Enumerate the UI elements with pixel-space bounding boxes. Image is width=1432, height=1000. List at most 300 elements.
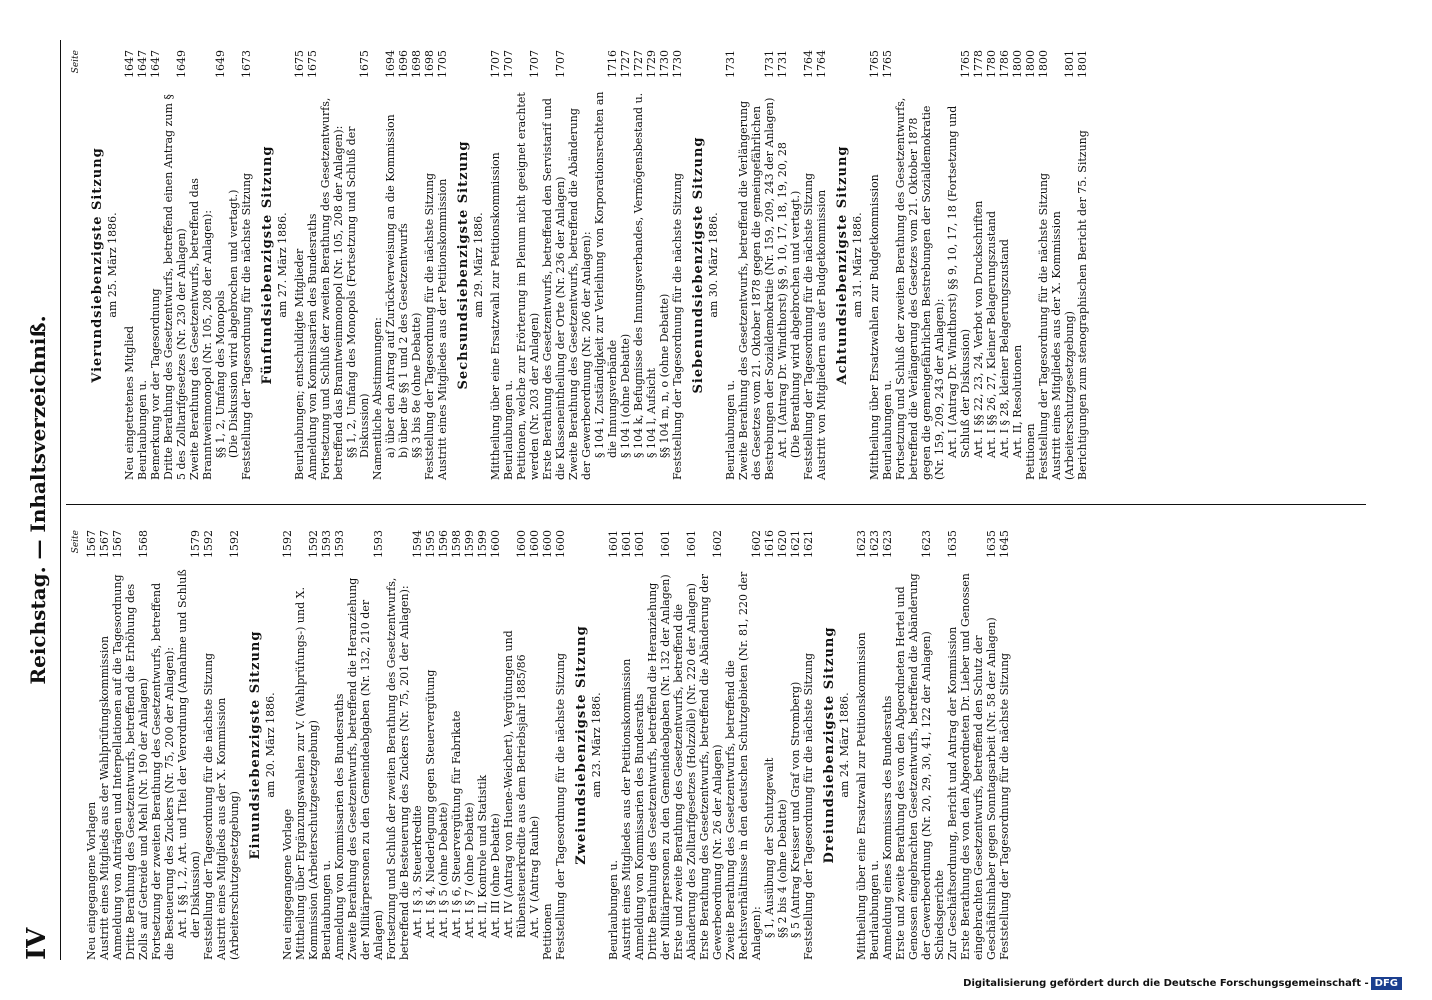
entry-title: Art. I § 28, kleiner Belagerungszustand [998,239,1011,458]
entry-page: 1647 [123,50,136,78]
session-title: Siebenundsiebenzigste Sitzung [691,136,706,394]
entry-title: Art. I (Antrag Dr. Windthorst) §§ 9, 10, 17, 18, 19, 20, 28 [776,142,789,458]
toc-entry [672,530,698,960]
running-title: Reichstag. — Inhaltsverzeichniß. [26,315,50,685]
toc-entry [176,530,202,960]
entry-title: Art. III (ohne Debatte) [489,813,502,938]
toc-entry [620,530,633,960]
entry-title: (Die Berathung wird abgebrochen und vertagt.) [789,190,802,458]
entry-title: Beurlaubungen u. [320,859,333,960]
toc-entry [985,50,998,480]
toc-entry [294,530,320,960]
entry-title: Mittheilung über eine Ersatzwahl zur Petitionskommission [489,152,502,480]
entry-title: § 1, Ausübung der Schutzgewalt [763,757,776,938]
toc-entry [881,50,894,480]
entry-page: 1780 [985,50,998,78]
toc-entry [85,530,98,960]
toc-entry [346,530,385,960]
entry-title: Neu eingegangene Vorlage [281,808,294,960]
entry-title: Feststellung der Tagesordnung für die nächste Sitzung [1037,172,1050,480]
toc-entry [281,530,294,960]
entry-title: Anmeldung eines Kommissars des Bundesraths [881,695,894,960]
toc-entry [737,50,776,480]
entry-page: 1675 [293,50,306,78]
toc-entry [894,530,933,960]
entry-title: Feststellung der Tagesordnung für die nächste Sitzung [202,652,215,960]
session-date: am 23. März 1886. [590,692,603,798]
entry-page: 1592 [202,530,215,558]
entry-page: 1601 [659,530,672,558]
entry-page: 1596 [437,530,450,558]
footer [30,977,1402,990]
entry-title: b) über die §§ 1 und 2 des Gesetzentwurfs [397,223,410,458]
toc-entry [776,50,789,480]
entry-title: Art. I § 7 (ohne Debatte) [463,802,476,938]
toc-entry [98,530,111,960]
entry-page: 1621 [802,530,815,558]
entry-page: 1731 [776,50,789,78]
session-heading [823,530,851,960]
toc-entry [646,530,672,960]
toc-entry [227,50,240,480]
entry-page: 1599 [463,530,476,558]
toc-entry [515,50,541,480]
entry-title: §§ 1, 2, Umfang des Monopols (Fortsetzung und Schluß der Diskussion) [345,126,371,458]
toc-entry [423,50,436,480]
toc-entry [385,530,411,960]
toc-entry [123,50,136,480]
entry-page: 1765 [881,50,894,78]
session-heading [457,50,485,480]
right-column [70,50,1089,480]
toc-entry [998,530,1011,960]
session-title: Sechsundsiebenzigste Sitzung [456,140,471,390]
entry-page: 1593 [372,530,385,558]
toc-entry [411,530,424,960]
entry-page: 1727 [632,50,645,78]
entry-title: Art. I §§ 26, 27, Kleiner Belagerungszustand [985,210,998,458]
entry-title: Dritte Berathung des Gesetzentwurfs, betreffend die Heranziehung der Militärpersonen zu den Gemeindeabgaben (Nr. 132 der Anlagen) [646,574,672,960]
entry-title: (Die Diskussion wird abgebrochen und vertagt.) [227,189,240,458]
entry-page: 1675 [306,50,319,78]
entry-page: 1645 [998,530,1011,558]
entry-page: 1730 [671,50,684,78]
entry-title: Beurlaubungen; entschuldigte Mitglieder [293,248,306,480]
toc-entry [763,530,776,960]
entry-title: Mittheilung über Ersatzwahlen zur Budgetkommission [868,174,881,480]
entry-title: Art. II, Resolutionen [1011,344,1024,458]
session-title: Dreiundsiebenzigste Sitzung [822,626,837,864]
entry-page: 1707 [528,50,541,78]
session-title: Fünfundsiebenzigste Sitzung [260,145,275,385]
entry-title: Austritt eines Mitgliedes aus der X. Kommission (Arbeiterschutzgesetzgebung) [1050,211,1076,480]
toc-entry [215,530,241,960]
entry-page: 1601 [633,530,646,558]
entry-page: 1647 [149,50,162,78]
toc-entry [202,530,215,960]
toc-entry [959,530,998,960]
entry-title: Fortsetzung und Schluß der zweiten Berathung des Gesetzentwurfs, betreffend die Besteuerung des Zuckers (Nr. 75, 201 der Anlagen): [385,577,411,960]
entry-page: 1727 [619,50,632,78]
column-divider [66,504,1366,505]
entry-title: Zweite Berathung des Gesetzentwurfs, betreffend die Heranziehung der Militärpersonen zu den Gemeindeabgaben (Nr. 132, 210 der Anlagen) [346,577,385,960]
toc-entry [541,530,554,960]
session-date: am 29. März 1886. [472,212,485,318]
entry-page: 1707 [502,50,515,78]
entry-title: Fortsetzung und Schluß der zweiten Berathung des Gesetzentwurfs, betreffend die Verlängerung des Gesetzes vom 21. Oktober 1878 gegen die gemeingefährlichen Bestrebungen der Sozialdemokratie (Nr. 159, 209, 243 der Anlagen): [894,97,946,480]
session-title: Einundsiebenzigste Sitzung [248,630,263,860]
entry-title: Art. I §§ 22, 23, 24, Verbot von Druckschriften [972,200,985,458]
entry-title: Art. IV (Antrag von Huene-Weichert), Vergütungen und Rübensteuerkredite aus dem Betriebsjahr 1885/86 [502,630,528,938]
entry-title: § 104 l, Aufsicht [645,368,658,458]
entry-page: 1731 [763,50,776,78]
entry-title: Neu eingegangene Vorlagen [85,801,98,960]
entry-title: §§ 2 bis 4 (ohne Debatte) [776,799,789,938]
entry-page: 1698 [410,50,423,78]
entry-title: Anmeldung von Anträgen und Interpellationen auf die Tagesordnung [111,574,124,960]
entry-page: 1649 [214,50,227,78]
entry-page: 1647 [136,50,149,78]
toc-entry [658,50,671,480]
left-column [70,530,1011,960]
entry-page: 1800 [1011,50,1024,78]
toc-entry [671,50,684,480]
entry-page: 1673 [240,50,253,78]
toc-entry [371,50,384,480]
entry-title: § 5 (Antrag Kreisser und Graf von Stromberg) [789,681,802,938]
entry-title: Beurlaubungen u. [502,379,515,480]
toc-entry [397,50,410,480]
session-date: am 27. März 1886. [276,212,289,318]
toc-entry [240,50,253,480]
toc-entry [815,50,828,480]
entry-page: 1601 [620,530,633,558]
entry-title: Petitionen [1024,423,1037,480]
entry-title: Erste und zweite Berathung des Gesetzentwurfs, betreffend die Abänderung des Zolltarifgesetzes (Holzzölle) (Nr. 220 der Anlagen) [672,583,698,960]
entry-title: Bemerkung vor der Tagesordnung [149,288,162,480]
entry-title: Erste Berathung des von den Abgeordneten Dr. Lieber und Genossen eingebrachten Gesetzentwurfs, betreffend den Schutz der Geschäftsinhaber gegen Sonntagsarbeit (Nr. 58 der Anlagen) [959,573,998,960]
toc-entry [410,50,423,480]
entry-page: 1600 [489,530,502,558]
toc-entry [436,50,449,480]
entry-title: Feststellung der Tagesordnung für die nächste Sitzung [802,172,815,480]
entry-page: 1707 [554,50,567,78]
toc-entry [502,530,528,960]
toc-entry [567,50,593,480]
session-date: am 25. März 1886. [106,212,119,318]
toc-entry [1037,50,1050,480]
toc-entry [345,50,371,480]
entry-page: 1567 [85,530,98,558]
entry-page: 1716 [606,50,619,78]
session-heading [261,50,289,480]
toc-entry [998,50,1011,480]
seite-label: Seite [71,530,81,554]
entry-page: 1696 [397,50,410,78]
entry-page: 1598 [450,530,463,558]
entry-page: 1801 [1076,50,1089,78]
entry-title: Zweite Berathung des Gesetzentwurfs, betreffend die Verlängerung des Gesetzes vom 21. Oktober 1878 gegen die gemeingefährlichen Bestrebungen der Sozialdemokratie (Nr. 159, 209, 243 der Anlagen) [737,97,776,480]
seite-label: Seite [71,50,81,74]
toc-entry [619,50,632,480]
entry-page: 1567 [111,530,124,558]
entry-title: Dritte Berathung des Gesetzentwurfs, betreffend einen Antrag zum § 5 des Zolltarifgesetzes (Nr. 230 der Anlagen) [162,94,188,480]
toc-entry [645,50,658,480]
entry-title: Berichtigungen zum stenographischen Bericht der 75. Sitzung [1076,130,1089,480]
toc-entry [149,50,162,480]
entry-page: 1731 [724,50,737,78]
entry-title: Anmeldung von Kommissarien des Bundesraths [306,213,319,480]
entry-page: 1675 [358,50,371,78]
page-header [22,40,62,960]
entry-page: 1594 [411,530,424,558]
entry-title: Art. II, Kontrole und Statistik [476,774,489,938]
entry-title: Art. I § 3, Steuerkredite [411,805,424,938]
entry-page: 1579 [189,530,202,558]
entry-title: Zweite Berathung des Gesetzentwurfs, betreffend die Abänderung der Gewerbeordnung (Nr. 206 der Anlagen): [567,108,593,480]
toc-entry [868,530,881,960]
toc-entry [724,50,737,480]
entry-page: 1600 [554,530,567,558]
entry-page: 1800 [1037,50,1050,78]
toc-entry [802,530,815,960]
entry-title: Austritt eines Mitgliedes aus der Petitionskommission [436,178,449,480]
entry-page: 1800 [1024,50,1037,78]
entry-page: 1765 [868,50,881,78]
entry-title: a) über den Antrag auf Zurückverweisung an die Kommission [384,114,397,458]
entry-page: 1601 [685,530,698,558]
entry-title: Anmeldung von Kommissarien des Bundesraths [333,693,346,960]
entry-page: 1592 [307,530,320,558]
entry-title: Art. I §§ 1, 2, Art. und Titel der Verordnung (Annahme und Schluß der Diskussion) [176,569,202,938]
toc-entry [124,530,150,960]
toc-entry [607,530,620,960]
session-heading [692,50,720,480]
right-sections [91,50,1089,480]
session-title: Achtundsiebenzigste Sitzung [835,145,850,385]
toc-entry [724,530,763,960]
toc-entry [789,530,802,960]
toc-entry [320,530,333,960]
session-heading [575,530,603,960]
toc-entry [1011,50,1024,480]
entry-title: § 104 i (ohne Debatte) [619,333,632,458]
entry-title: Beurlaubungen u. [881,379,894,480]
toc-entry [463,530,476,960]
entry-title: Dritte Berathung des Gesetzentwurfs, betreffend die Erhöhung des Zolls auf Getreide und Mehl (Nr. 190 der Anlagen) [124,583,150,960]
page-number: IV [22,927,52,960]
entry-title: Beurlaubungen u. [868,859,881,960]
dfg-logo: DFG [1371,977,1402,990]
entry-title: Art. V (Antrag Rauhe) [528,815,541,938]
entry-page: 1623 [868,530,881,558]
toc-entry [489,50,502,480]
entry-page: 1786 [998,50,1011,78]
entry-title: Art. I § 4, Niederlegung gegen Steuervergütung [424,669,437,938]
toc-entry [633,530,646,960]
entry-title: Feststellung der Tagesordnung für die nächste Sitzung [998,652,1011,960]
entry-title: Neu eingetretenes Mitglied [123,325,136,480]
entry-title: §§ 3 bis 8e (ohne Debatte) [410,312,423,458]
entry-page: 1595 [424,530,437,558]
entry-page: 1623 [920,530,933,558]
session-date: am 24. März 1886. [838,692,851,798]
toc-entry [1050,50,1076,480]
entry-title: Petitionen [541,903,554,960]
entry-title: §§ 1, 2, Umfang des Monopols [214,290,227,458]
entry-page: 1623 [881,530,894,558]
entry-page: 1567 [98,530,111,558]
session-title: Vierundsiebenzigste Sitzung [90,147,105,383]
entry-page: 1707 [489,50,502,78]
toc-entry [1024,50,1037,480]
header-rule [60,40,61,960]
entry-title: §§ 104 m, n, o (ohne Debatte) [658,293,671,458]
entry-title: Mittheilung über eine Ersatzwahl zur Petitionskommission [855,632,868,960]
entry-page: 1602 [711,530,724,558]
entry-title: Feststellung der Tagesordnung für die nächste Sitzung [802,652,815,960]
entry-page: 1620 [776,530,789,558]
entry-page: 1568 [137,530,150,558]
entry-title: Zweite Berathung des Gesetzentwurfs, betreffend das Branntweinmonopol (Nr. 105, 208 der Anlagen): [188,178,214,480]
entry-title: Fortsetzung der zweiten Berathung des Gesetzentwurfs, betreffend die Besteuerung des Zuckers (Nr. 75, 200 der Anlagen): [150,582,176,960]
entry-title: Feststellung der Tagesordnung für die nächste Sitzung [671,172,684,480]
entry-title: Art. I § 6, Steuervergütung für Fabrikate [450,710,463,938]
toc-entry [424,530,437,960]
entry-title: Schiedsgerichte [933,870,946,960]
toc-entry [698,530,724,960]
toc-entry [188,50,214,480]
entry-title: Fortsetzung und Schluß der zweiten Berathung des Gesetzentwurfs, betreffend das Branntweinmonopol (Nr. 105, 208 der Anlagen): [319,97,345,480]
entry-title: Feststellung der Tagesordnung für die nächste Sitzung [423,172,436,480]
entry-page: 1635 [985,530,998,558]
toc-entry [632,50,645,480]
entry-title: Zur Geschäftsordnung, Bericht und Antrag der Kommission [946,626,959,960]
toc-entry [306,50,319,480]
toc-entry [384,50,397,480]
entry-page: 1600 [541,530,554,558]
entry-title: Zweite Berathung des Gesetzentwurfs, betreffend die Rechtsverhältnisse in den deutschen Schutzgebieten (Nr. 81, 220 der Anlagen): [724,571,763,960]
left-sections [249,530,1011,960]
toc-entry [776,530,789,960]
entry-page: 1694 [384,50,397,78]
entry-title: Beurlaubungen u. [724,379,737,480]
entry-page: 1599 [476,530,489,558]
entry-title: Art. I (Antrag Dr. Windthorst) §§ 9, 10, 17, 18 (Fortsetzung und Schluß der Diskussion) [946,105,972,458]
entry-title: Art. I § 5 (ohne Debatte) [437,802,450,938]
toc-entry [593,50,619,480]
toc-entry [802,50,815,480]
toc-entry [946,50,972,480]
entry-title: Beurlaubungen u. [136,379,149,480]
entry-page: 1765 [959,50,972,78]
session-date: am 30. März 1886. [707,212,720,318]
session-heading [91,50,119,480]
entry-page: 1600 [515,530,528,558]
entry-title: Feststellung der Tagesordnung für die nächste Sitzung [554,652,567,960]
entry-page: 1592 [228,530,241,558]
entry-page: 1705 [436,50,449,78]
toc-entry [150,530,176,960]
toc-entry [528,530,541,960]
entry-page: 1601 [607,530,620,558]
toc-entry [162,50,188,480]
session-title: Zweiundsiebenzigste Sitzung [574,625,589,865]
entry-title: Petitionen, welche zur Erörterung im Plenum nicht geeignet erachtet werden (Nr. 203 der Anlagen) [515,92,541,480]
entry-page: 1764 [802,50,815,78]
entry-page: 1649 [175,50,188,78]
entry-title: § 104 i, Zuständigkeit zur Verleihung von Korporationsrechten an die Innungsverbände [593,91,619,458]
entry-title: Erste Berathung des Gesetzentwurfs, betreffend den Servistarif und die Klasseneintheilung der Orte (Nr. 236 der Anlagen) [541,98,567,480]
toc-entry [881,530,894,960]
entry-page: 1729 [645,50,658,78]
toc-entry [111,530,124,960]
toc-entry [214,50,227,480]
toc-entry [450,530,463,960]
entry-page: 1593 [320,530,333,558]
intro-entries [85,530,241,960]
session-heading [836,50,864,480]
session-date: am 31. März 1886. [851,212,864,318]
toc-entry [541,50,567,480]
toc-entry [333,530,346,960]
toc-entry [319,50,345,480]
toc-entry [933,530,946,960]
entry-page: 1623 [855,530,868,558]
toc-entry [789,50,802,480]
footer-text: Digitalisierung gefördert durch die Deutsche Forschungsgemeinschaft - [963,978,1369,989]
entry-title: Erste Berathung des Gesetzentwurfs, betreffend die Abänderung der Gewerbeordnung (Nr. 26 der Anlagen) [698,573,724,960]
toc-entry [489,530,502,960]
entry-title: Anmeldung von Kommissarien des Bundesraths [633,693,646,960]
entry-page: 1616 [763,530,776,558]
entry-title: Erste und zweite Berathung des von den Abgeordneten Hertel und Genossen eingebrachten Gesetzentwurfs, betreffend die Abänderung der Gewerbeordnung (Nr. 20, 29, 30, 41, 122 der Anlagen) [894,573,933,960]
entry-page: 1592 [281,530,294,558]
toc-entry [437,530,450,960]
toc-entry [502,50,515,480]
toc-entry [894,50,946,480]
toc-entry [868,50,881,480]
toc-entry [946,530,959,960]
entry-page: 1635 [946,530,959,558]
entry-page: 1778 [972,50,985,78]
toc-entry [855,530,868,960]
entry-page: 1801 [1063,50,1076,78]
entry-title: Austritt eines Mitgliedes aus der Petitionskommission [620,658,633,960]
entry-title: § 104 k, Befugnisse des Innungsverbandes, Vermögensbestand u. [632,92,645,458]
entry-page: 1764 [815,50,828,78]
entry-page: 1621 [789,530,802,558]
toc-entry [136,50,149,480]
entry-title: Austritt von Mitgliedern aus der Budgetkommission [815,189,828,480]
toc-entry [476,530,489,960]
toc-entry [293,50,306,480]
toc-entry [554,530,567,960]
entry-page: 1698 [423,50,436,78]
entry-title: Austritt eines Mitglieds aus der X. Kommission (Arbeiterschutzgesetzgebung) [215,697,241,960]
toc-entry [972,50,985,480]
entry-page: 1593 [333,530,346,558]
entry-page: 1600 [528,530,541,558]
entry-title: Austritt eines Mitglieds aus der Wahlprüfungskommission [98,635,111,960]
session-heading [249,530,277,960]
toc-entry [1076,50,1089,480]
entry-title: Mittheilung über Ergänzungswahlen zur V. (Wahlprüfungs-) und X. Kommission (Arbeiterschutzgesetzgebung) [294,587,320,960]
entry-title: Namentliche Abstimmungen: [371,317,384,480]
entry-title: Beurlaubungen u. [607,859,620,960]
entry-title: Feststellung der Tagesordnung für die nächste Sitzung [240,172,253,480]
entry-page: 1602 [750,530,763,558]
